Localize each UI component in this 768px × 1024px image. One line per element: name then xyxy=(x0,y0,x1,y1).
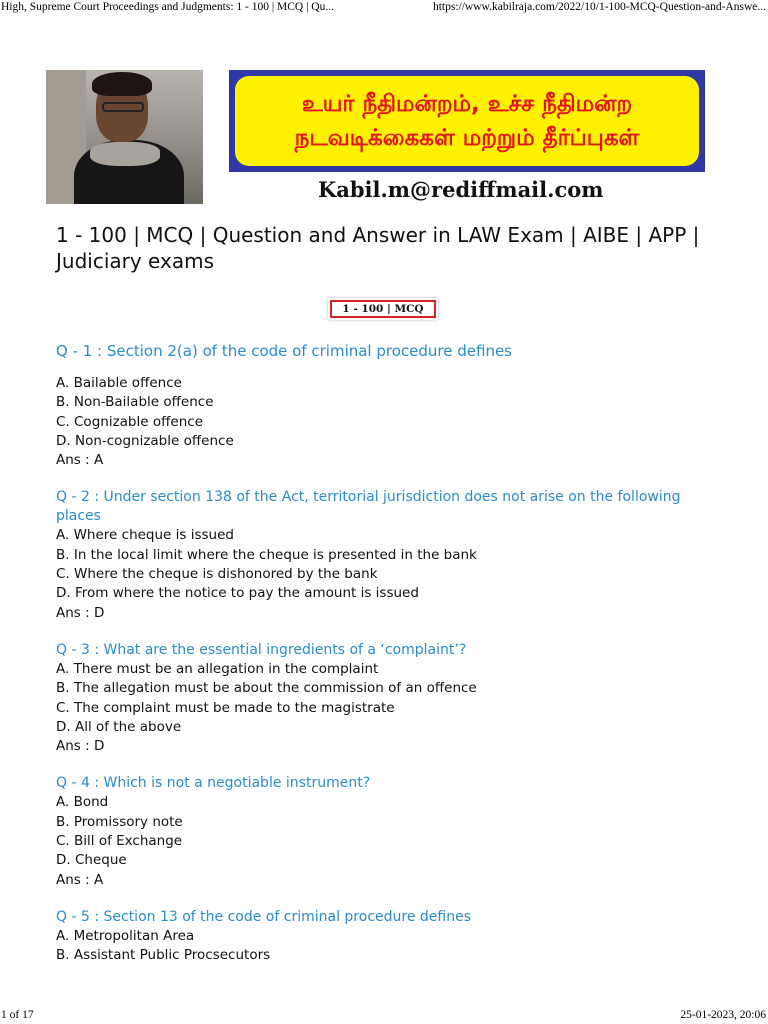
tamil-title-line-2: நடவடிக்கைகள் மற்றும் தீர்ப்புகள் xyxy=(294,125,640,151)
option: D. Cheque xyxy=(56,852,127,869)
option: B. The allegation must be about the commission of an offence xyxy=(56,680,477,697)
question-block xyxy=(56,908,706,966)
answer: Ans : D xyxy=(56,738,105,755)
print-datetime: 25-01-2023, 20:06 xyxy=(680,1009,766,1021)
question-text: Q - 3 : What are the essential ingredients of a ‘complaint’? xyxy=(56,641,467,658)
tamil-title-box xyxy=(229,70,705,172)
mcq-badge-label: 1 - 100 | MCQ xyxy=(330,300,436,318)
option: A. Metropolitan Area xyxy=(56,927,195,944)
author-email: Kabil.m@rediffmail.com xyxy=(318,177,604,202)
option: C. Bill of Exchange xyxy=(56,833,183,850)
page-title: 1 - 100 | MCQ | Question and Answer in LAW Exam | AIBE | APP | Judiciary exams xyxy=(56,223,700,273)
option: D. Non-cognizable offence xyxy=(56,432,234,449)
option: B. Promissory note xyxy=(56,813,183,830)
question-block xyxy=(56,774,706,889)
option: B. In the local limit where the cheque is presented in the bank xyxy=(56,546,477,563)
option: B. Assistant Public Procsecutors xyxy=(56,947,271,964)
banner xyxy=(46,70,706,210)
print-header-url: https://www.kabilraja.com/2022/10/1-100-MCQ-Question-and-Answe... xyxy=(432,1,766,13)
option: A. Bailable offence xyxy=(56,375,182,391)
option: D. All of the above xyxy=(56,718,182,735)
option: A. There must be an allegation in the complaint xyxy=(56,660,379,677)
answer: Ans : A xyxy=(56,871,104,888)
option: A. Bond xyxy=(56,794,109,811)
answer: Ans : A xyxy=(56,452,104,469)
question-block xyxy=(56,641,706,756)
print-header-title: High, Supreme Court Proceedings and Judgments: 1 - 100 | MCQ | Qu... xyxy=(1,1,334,13)
question-text: Q - 2 : Under section 138 of the Act, territorial jurisdiction does not arise on the following places xyxy=(56,489,681,525)
question-text: Q - 1 : Section 2(a) of the code of criminal procedure defines xyxy=(56,342,512,360)
tamil-title-line-1: உயர் நீதிமன்றம், உச்ச நீதிமன்ற xyxy=(301,90,633,117)
option: C. Where the cheque is dishonored by the bank xyxy=(56,566,378,583)
question-list xyxy=(56,340,706,984)
print-footer xyxy=(0,1004,768,1024)
print-header xyxy=(0,0,768,18)
option: A. Where cheque is issued xyxy=(56,527,234,544)
option: C. The complaint must be made to the magistrate xyxy=(56,699,395,716)
question-text: Q - 4 : Which is not a negotiable instrument? xyxy=(56,775,371,792)
author-photo xyxy=(46,70,203,204)
mcq-badge xyxy=(328,298,438,320)
option: C. Cognizable offence xyxy=(56,413,203,430)
question-text: Q - 5 : Section 13 of the code of criminal procedure defines xyxy=(56,908,471,925)
page-number: 1 of 17 xyxy=(1,1009,34,1021)
question-block xyxy=(56,488,706,622)
answer: Ans : D xyxy=(56,604,105,621)
option: D. From where the notice to pay the amount is issued xyxy=(56,585,419,602)
option: B. Non-Bailable offence xyxy=(56,394,214,411)
question-block xyxy=(56,340,706,470)
